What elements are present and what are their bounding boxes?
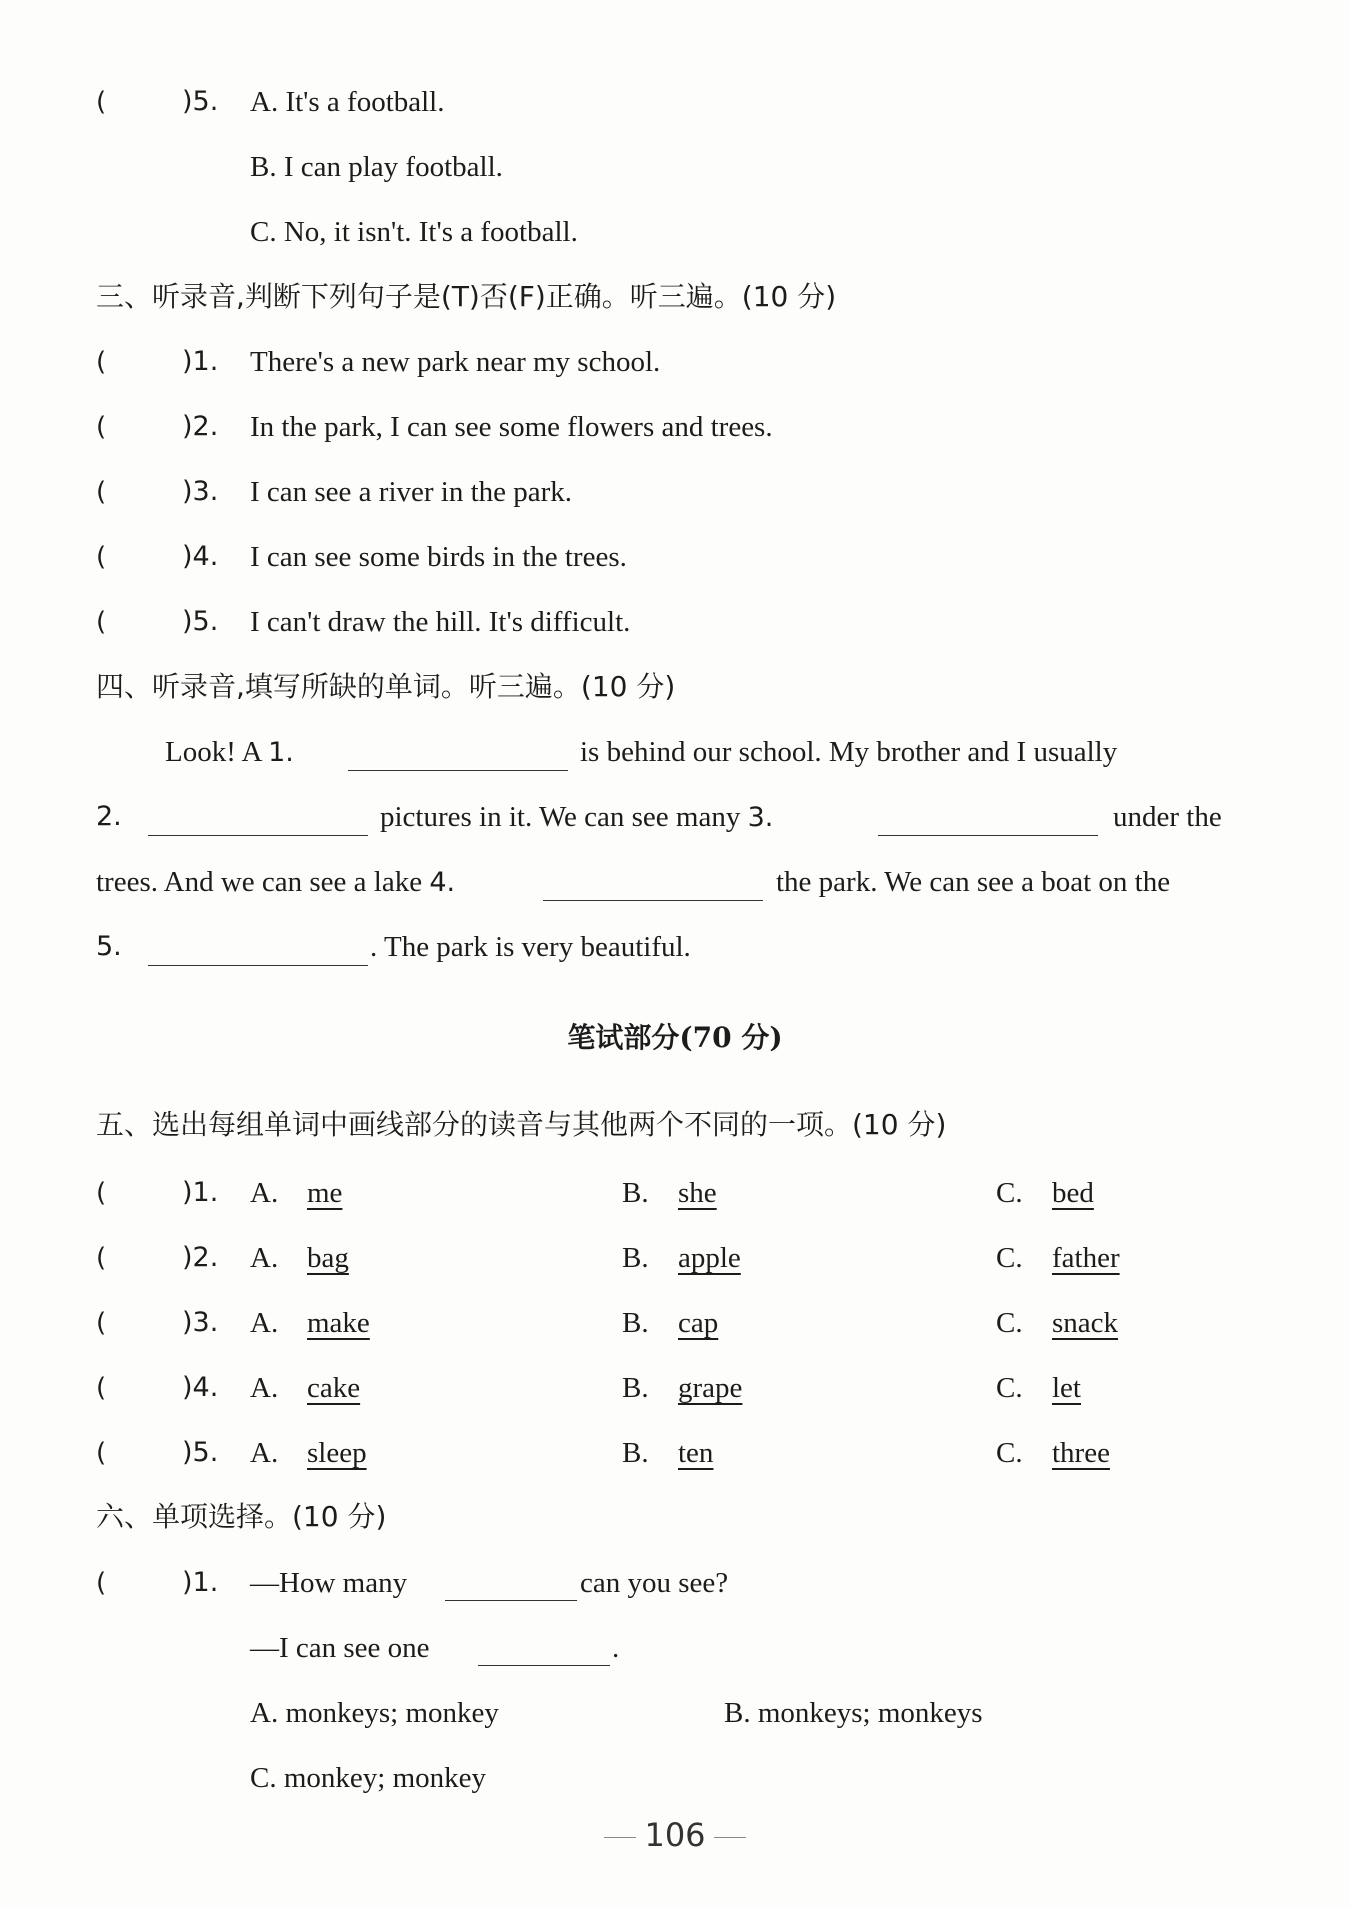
option-b: B. monkeys; monkeys — [724, 1697, 983, 1729]
word-b: she — [678, 1177, 717, 1209]
word-c: let — [1052, 1372, 1081, 1404]
blank-2[interactable] — [148, 805, 368, 836]
question-number: )5. — [182, 606, 219, 637]
word-a: cake — [307, 1372, 361, 1404]
blank-q1-b[interactable] — [478, 1635, 610, 1666]
question-text-end: can you see? — [580, 1567, 729, 1599]
answer-text: —I can see one — [250, 1632, 430, 1664]
answer-paren: ( — [96, 347, 107, 377]
question-number: )5. — [182, 1437, 219, 1468]
word-b: grape — [678, 1372, 743, 1404]
answer-paren: ( — [96, 1243, 107, 1273]
question-text: —How many — [250, 1567, 408, 1599]
answer-paren: ( — [96, 477, 107, 507]
answer-paren: ( — [96, 1568, 107, 1598]
question-number: )3. — [182, 476, 219, 507]
sentence: I can't draw the hill. It's difficult. — [250, 606, 631, 638]
answer-text-end: . — [612, 1632, 620, 1664]
question-number: )1. — [182, 1567, 219, 1598]
label-c: C. — [996, 1242, 1023, 1274]
sentence: There's a new park near my school. — [250, 346, 661, 378]
blank-number: 2. — [96, 801, 122, 832]
page-number — [0, 1815, 1350, 1855]
label-a: A. — [250, 1177, 279, 1209]
question-number: )1. — [182, 346, 219, 377]
cloze-text: Look! A — [165, 736, 269, 768]
label-b: B. — [622, 1242, 649, 1274]
cloze-line-4-end: . The park is very beautiful. — [370, 931, 691, 963]
word-a: me — [307, 1177, 343, 1209]
label-a: A. — [250, 1372, 279, 1404]
blank-number: 5. — [96, 931, 122, 962]
answer-paren: ( — [96, 1178, 107, 1208]
word-a: make — [307, 1307, 370, 1339]
word-a: bag — [307, 1242, 349, 1274]
option-c: C. monkey; monkey — [250, 1762, 487, 1794]
cloze-line-3-end: the park. We can see a boat on the — [776, 866, 1171, 898]
blank-number: 3. — [747, 802, 774, 833]
word-b: ten — [678, 1437, 714, 1469]
section-3-heading: 三、听录音,判断下列句子是(T)否(F)正确。听三遍。(10 分) — [96, 280, 837, 313]
cloze-line-1 — [165, 732, 294, 773]
written-part-title: 笔试部分(70 分) — [567, 1021, 783, 1054]
question-number: )2. — [182, 411, 219, 442]
blank-5[interactable] — [148, 935, 368, 966]
word-b: apple — [678, 1242, 741, 1274]
blank-1[interactable] — [348, 740, 568, 771]
blank-4[interactable] — [543, 870, 763, 901]
blank-q1-a[interactable] — [445, 1570, 577, 1601]
option-a: A. monkeys; monkey — [250, 1697, 499, 1729]
question-number: )5. — [182, 86, 219, 117]
label-c: C. — [996, 1177, 1023, 1209]
section-6-heading: 六、单项选择。(10 分) — [96, 1500, 387, 1533]
option-c: C. No, it isn't. It's a football. — [250, 216, 578, 248]
sentence: I can see some birds in the trees. — [250, 541, 627, 573]
blank-number: 1. — [268, 737, 294, 768]
label-a: A. — [250, 1437, 279, 1469]
label-b: B. — [622, 1437, 649, 1469]
cloze-text: pictures in it. We can see many — [380, 801, 748, 833]
answer-paren: ( — [96, 542, 107, 572]
label-a: A. — [250, 1307, 279, 1339]
sentence: In the park, I can see some flowers and trees. — [250, 411, 773, 443]
answer-paren: ( — [96, 1373, 107, 1403]
word-c: snack — [1052, 1307, 1119, 1339]
answer-paren: ( — [96, 412, 107, 442]
blank-number: 4. — [429, 867, 456, 898]
word-b: cap — [678, 1307, 719, 1339]
answer-paren: ( — [96, 87, 107, 117]
sentence: I can see a river in the park. — [250, 476, 573, 508]
cloze-line-2 — [380, 797, 773, 838]
word-c: father — [1052, 1242, 1120, 1274]
label-b: B. — [622, 1307, 649, 1339]
label-b: B. — [622, 1372, 649, 1404]
answer-paren: ( — [96, 607, 107, 637]
label-b: B. — [622, 1177, 649, 1209]
question-number: )4. — [182, 541, 219, 572]
answer-paren: ( — [96, 1308, 107, 1338]
option-a: A. It's a football. — [250, 86, 445, 118]
option-b: B. I can play football. — [250, 151, 503, 183]
question-number: )3. — [182, 1307, 219, 1338]
word-c: bed — [1052, 1177, 1094, 1209]
label-a: A. — [250, 1242, 279, 1274]
word-c: three — [1052, 1437, 1110, 1469]
page-number-text: 106 — [644, 1816, 706, 1854]
blank-3[interactable] — [878, 805, 1098, 836]
question-number: )2. — [182, 1242, 219, 1273]
section-4-heading: 四、听录音,填写所缺的单词。听三遍。(10 分) — [96, 670, 676, 703]
question-number: )4. — [182, 1372, 219, 1403]
cloze-line-2-end: under the — [1113, 801, 1222, 833]
cloze-line-1-end: is behind our school. My brother and I usually — [580, 736, 1118, 768]
section-5-heading: 五、选出每组单词中画线部分的读音与其他两个不同的一项。(10 分) — [96, 1108, 947, 1141]
label-c: C. — [996, 1437, 1023, 1469]
cloze-line-3 — [96, 862, 455, 903]
word-a: sleep — [307, 1437, 367, 1469]
question-number: )1. — [182, 1177, 219, 1208]
answer-paren: ( — [96, 1438, 107, 1468]
label-c: C. — [996, 1372, 1023, 1404]
label-c: C. — [996, 1307, 1023, 1339]
cloze-text: trees. And we can see a lake — [96, 866, 430, 898]
